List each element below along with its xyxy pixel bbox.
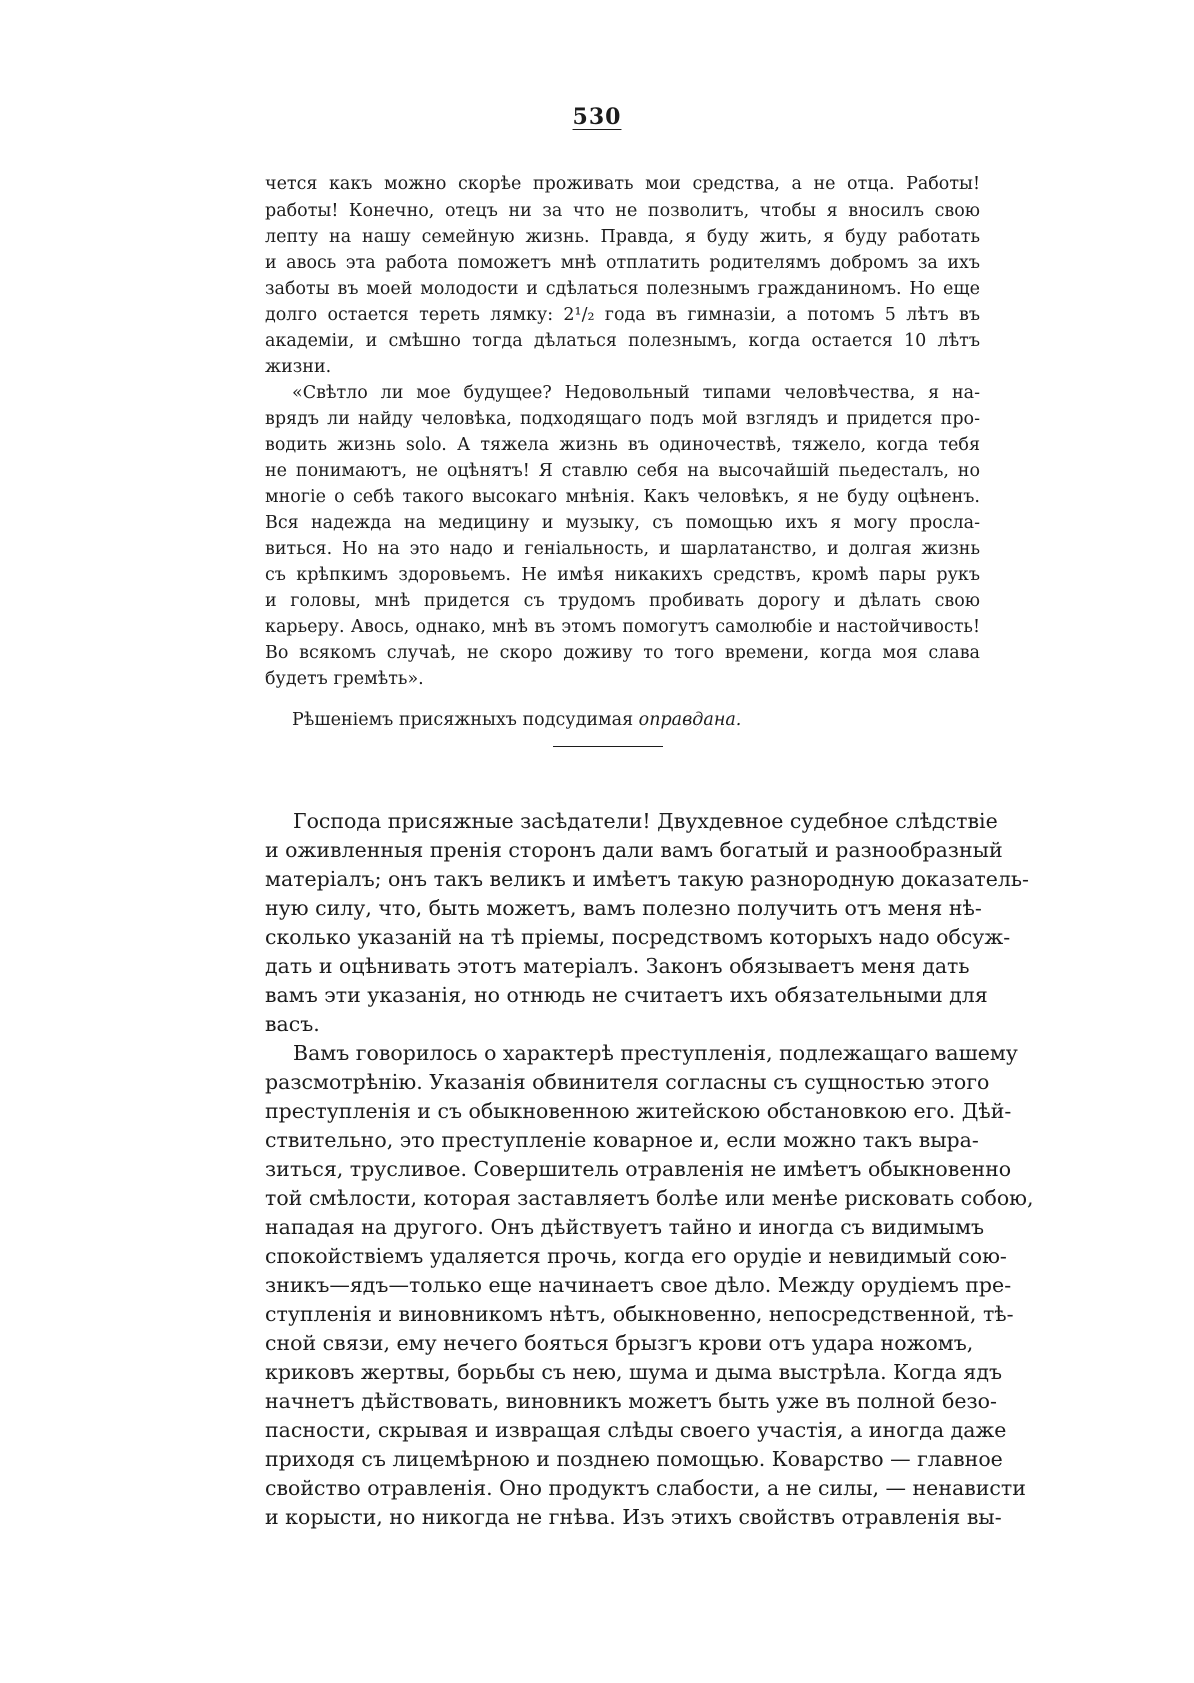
text-line: нападая на другого. Онъ дѣйствуетъ тайно и иногда съ видимымъ xyxy=(265,1215,985,1239)
text-line: съ крѣпкимъ здоровьемъ. Не имѣя никакихъ средствъ, кромѣ пары рукъ xyxy=(265,565,980,585)
verdict-line xyxy=(292,712,741,730)
text-line: не понимаютъ, не оцѣнятъ! Я ставлю себя на высочайшій пьедесталъ, но xyxy=(265,461,980,481)
text-line: приходя съ лицемѣрною и позднею помощью. Коварство — главное xyxy=(265,1447,1003,1471)
text-line: матеріалъ; онъ такъ великъ и имѣетъ такую разнородную доказатель- xyxy=(265,867,1029,891)
text-line: разсмотрѣнію. Указанія обвинителя согласны съ сущностью этого xyxy=(265,1070,990,1094)
text-line: криковъ жертвы, борьбы съ нею, шума и дыма выстрѣла. Когда ядъ xyxy=(265,1360,1003,1384)
text-line: сной связи, ему нечего бояться брызгъ крови отъ удара ножомъ, xyxy=(265,1331,974,1355)
text-line: Вамъ говорилось о характерѣ преступленія, подлежащаго вашему xyxy=(293,1041,1018,1065)
text-line: Вся надежда на медицину и музыку, съ помощью ихъ я могу просла- xyxy=(265,513,980,533)
text-line: многіе о себѣ такого высокаго мнѣнія. Какъ человѣкъ, я не буду оцѣненъ. xyxy=(265,487,980,507)
page-number: 530 xyxy=(572,104,622,130)
text-line: пасности, скрывая и извращая слѣды своего участія, а иногда даже xyxy=(265,1418,1007,1442)
text-line: виться. Но на это надо и геніальность, и шарлатанство, и долгая жизнь xyxy=(265,539,980,559)
text-line: лепту на нашу семейную жизнь. Правда, я буду жить, я буду работать xyxy=(265,227,980,247)
text-line: васъ. xyxy=(265,1012,320,1036)
text-line: жизни. xyxy=(265,357,332,377)
text-line: Во всякомъ случаѣ, не скоро доживу то того времени, когда моя слава xyxy=(265,643,980,663)
text-line: дать и оцѣнивать этотъ матеріалъ. Законъ обязываетъ меня дать xyxy=(265,954,970,978)
text-line: карьеру. Авось, однако, мнѣ въ этомъ помогутъ самолюбіе и настойчивость! xyxy=(265,617,980,637)
text-line: и авось эта работа поможетъ мнѣ отплатить родителямъ добромъ за ихъ xyxy=(265,253,980,273)
text-line: будетъ гремѣть». xyxy=(265,669,424,689)
text-line: работы! Конечно, отецъ ни за что не позволитъ, чтобы я вносилъ свою xyxy=(265,201,980,221)
text-line: и головы, мнѣ придется съ трудомъ пробивать дорогу и дѣлать свою xyxy=(265,591,980,611)
text-line: зиться, трусливое. Совершитель отравленія не имѣетъ обыкновенно xyxy=(265,1157,1012,1181)
text-line: ступленія и виновникомъ нѣтъ, обыкновенно, непосредственной, тѣ- xyxy=(265,1302,1014,1326)
text-line: ствительно, это преступленіе коварное и, если можно такъ выра- xyxy=(265,1128,979,1152)
text-line: сколько указаній на тѣ пріемы, посредствомъ которыхъ надо обсуж- xyxy=(265,925,1011,949)
text-line: вамъ эти указанія, но отнюдь не считаетъ ихъ обязательными для xyxy=(265,983,988,1007)
text-line: спокойствіемъ удаляется прочь, когда его орудіе и невидимый сою- xyxy=(265,1244,1007,1268)
verdict-emphasis: оправдана. xyxy=(638,710,742,730)
text-line: водить жизнь solo. А тяжела жизнь въ одиночествѣ, тяжело, когда тебя xyxy=(265,435,980,455)
text-line: «Свѣтло ли мое будущее? Недовольный типами человѣчества, я на- xyxy=(292,383,980,403)
text-line: заботы въ моей молодости и сдѣлаться полезнымъ гражданиномъ. Но еще xyxy=(265,279,980,299)
text-line: академіи, и смѣшно тогда дѣлаться полезнымъ, когда остается 10 лѣтъ xyxy=(265,331,980,351)
text-line: и оживленныя пренія сторонъ дали вамъ богатый и разнообразный xyxy=(265,838,1003,862)
section-divider xyxy=(553,746,663,747)
text-line: и корысти, но никогда не гнѣва. Изъ этихъ свойствъ отравленія вы- xyxy=(265,1505,1002,1529)
text-line: чется какъ можно скорѣе проживать мои средства, а не отца. Работы! xyxy=(265,174,980,194)
text-line: врядъ ли найду человѣка, подходящаго подъ мой взглядъ и придется про- xyxy=(265,409,980,429)
text-line: ную силу, что, быть можетъ, вамъ полезно получить отъ меня нѣ- xyxy=(265,896,982,920)
text-line: той смѣлости, которая заставляетъ болѣе или менѣе рисковать собою, xyxy=(265,1186,1034,1210)
verdict-text: Рѣшеніемъ присяжныхъ подсудимая xyxy=(292,710,639,730)
text-line: долго остается тереть лямку: 2¹/₂ года въ гимназіи, а потомъ 5 лѣтъ въ xyxy=(265,305,980,325)
text-line: преступленія и съ обыкновенною житейскою обстановкою его. Дѣй- xyxy=(265,1099,1012,1123)
text-line: свойство отравленія. Оно продуктъ слабости, а не силы, — ненависти xyxy=(265,1476,1026,1500)
text-line: начнетъ дѣйствовать, виновникъ можетъ быть уже въ полной безо- xyxy=(265,1389,997,1413)
text-line: Господа присяжные засѣдатели! Двухдевное судебное слѣдствіе xyxy=(293,809,998,833)
text-line: зникъ—ядъ—только еще начинаетъ свое дѣло. Между орудіемъ пре- xyxy=(265,1273,1012,1297)
